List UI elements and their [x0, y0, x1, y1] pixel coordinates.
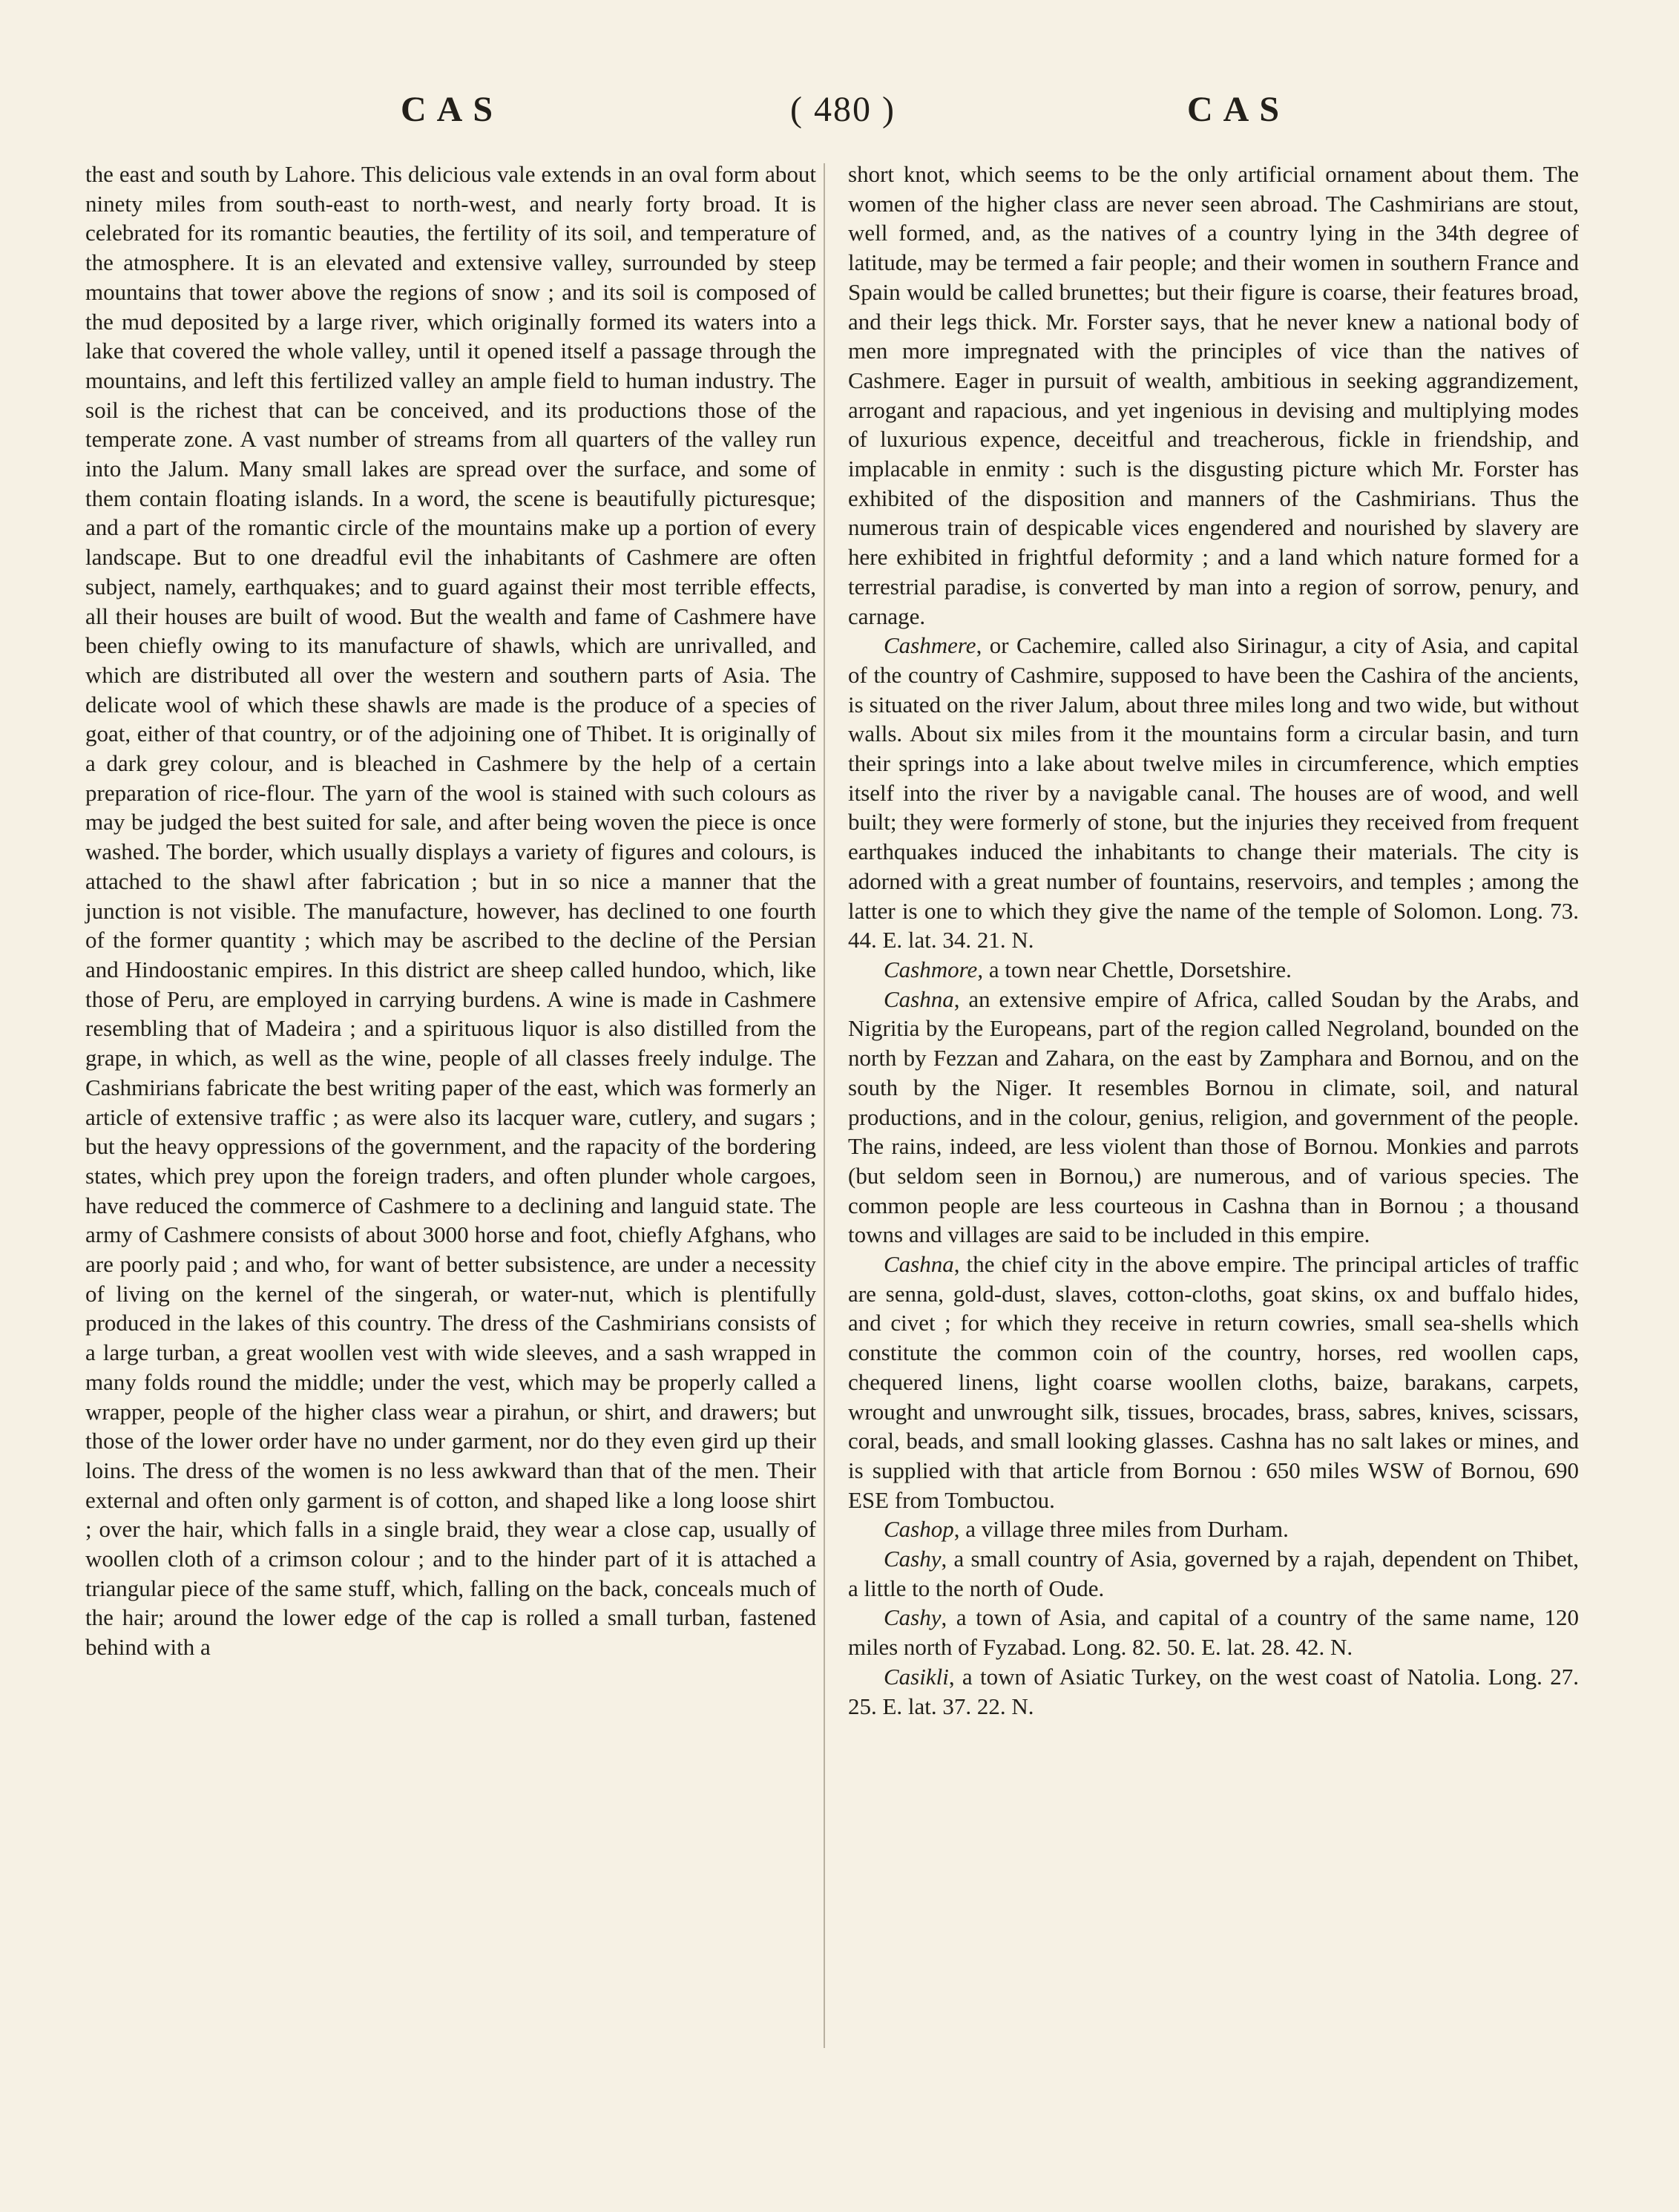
right-column [848, 160, 1579, 1721]
dictionary-entry [848, 1662, 1579, 1721]
left-column-text: the east and south by Lahore. This delicious vale extends in an oval form about ninety miles from south-east to north-west, and nearly forty broad. It is celebrated for its romantic beauties, the fertility of its soil, and temperature of the atmosphere. It is an elevated and extensive valley, surrounded by steep mountains that tower above the regions of snow ; and its soil is composed of the mud deposited by a large river, which originally formed its waters into a lake that covered the whole valley, until it opened itself a passage through the mountains, and left this fertilized valley an ample field to human industry. The soil is the richest that can be conceived, and its productions those of the temperate zone. A vast number of streams from all quarters of the valley run into the Jalum. Many small lakes are spread over the surface, and some of them contain floating islands. In a word, the scene is beautifully picturesque; and a part of the romantic circle of the mountains make up a portion of every landscape. But to one dreadful evil the inhabitants of Cashmere are often subject, namely, earthquakes; and to guard against their most terrible effects, all their houses are built of wood. But the wealth and fame of Cashmere have been chiefly owing to its manufacture of shawls, which are unrivalled, and which are distributed all over the western and southern parts of Asia. The delicate wool of which these shawls are made is the produce of a species of goat, either of that country, or of the adjoining one of Thibet. It is originally of a dark grey colour, and is bleached in Cashmere by the help of a certain preparation of rice-flour. The yarn of the wool is stained with such colours as may be judged the best suited for sale, and after being woven the piece is once washed. The border, which usually displays a variety of figures and colours, is attached to the shawl after fabrication ; but in so nice a manner that the junction is not visible. The manufacture, however, has declined to one fourth of the former quantity ; which may be ascribed to the decline of the Persian and Hindoostanic empires. In this district are sheep called hundoo, which, like those of Peru, are employed in carrying burdens. A wine is made in Cashmere resembling that of Madeira ; and a spirituous liquor is also distilled from the grape, in which, as well as the wine, people of all classes freely indulge. The Cashmirians fabricate the best writing paper of the east, which was formerly an article of extensive traffic ; as were also its lacquer ware, cutlery, and sugars ; but the heavy oppressions of the government, and the rapacity of the bordering states, which prey upon the foreign traders, and often plunder whole cargoes, have reduced the commerce of Cashmere to a declining and languid state. The army of Cashmere consists of about 3000 horse and foot, chiefly Afghans, who are poorly paid ; and who, for want of better subsistence, are under a necessity of living on the kernel of the singerah, or water-nut, which is plentifully produced in the lakes of this country. The dress of the Cashmirians consists of a large turban, a great woollen vest with wide sleeves, and a sash wrapped in many folds round the middle; under the vest, which may be properly called a wrapper, people of the higher class wear a pirahun, or shirt, and drawers; but those of the lower order have no under garment, nor do they even gird up their loins. The dress of the women is no less awkward than that of the men. Their external and often only garment is of cotton, and shaped like a long loose shirt ; over the hair, which falls in a single braid, they wear a close cap, usually of woollen cloth of a crimson colour ; and to the hinder part of it is attached a triangular piece of the same stuff, which, falling on the back, conceals much of the hair; around the lower edge of the cap is rolled a small turban, fastened behind with a [85, 161, 816, 1661]
entry-text: , a village three miles from Durham. [953, 1516, 1289, 1543]
dictionary-entry [848, 1544, 1579, 1603]
entry-headword: Cashy [884, 1546, 942, 1572]
dictionary-entry [848, 1603, 1579, 1661]
running-head-left: CAS [401, 90, 504, 129]
entry-headword: Cashna [884, 1251, 954, 1278]
page-number: ( 480 ) [790, 90, 896, 129]
left-column [85, 160, 816, 1662]
column-divider [824, 163, 825, 2048]
entry-headword: Cashop [884, 1516, 954, 1543]
entry-text: , an extensive empire of Africa, called Soudan by the Arabs, and Nigritia by the Europeans, part of the region called Negroland, bounded on the north by Fezzan and Zahara, on the east by Zamphara and Bornou, and on the south by the Niger. It resembles Bornou in climate, soil, and natural productions, and in the colour, genius, religion, and government of the people. The rains, indeed, are less violent than those of Bornou. Monkies and parrots (but seldom seen in Bornou,) are numerous, and of various species. The common people are less courteous in Cashna than in Bornou ; a thousand towns and villages are said to be included in this empire. [848, 985, 1579, 1248]
dictionary-entry [848, 985, 1579, 1250]
page-header [0, 89, 1679, 141]
entry-headword: Casikli [884, 1663, 949, 1690]
continuation-text: short knot, which seems to be the only artificial ornament about them. The women of the higher class are never seen abroad. The Cashmirians are stout, well formed, and, as the natives of a country lying in the 34th degree of latitude, may be termed a fair people; and their women in southern France and Spain would be called brunettes; but their figure is coarse, their features broad, and their legs thick. Mr. Forster says, that he never knew a national body of men more impregnated with the principles of vice than the natives of Cashmere. Eager in pursuit of wealth, ambitious in seeking aggrandizement, arrogant and rapacious, and yet ingenious in devising and multiplying modes of luxurious expence, deceitful and treacherous, fickle in friendship, and implacable in enmity : such is the disgusting picture which Mr. Forster has exhibited of the disposition and manners of the Cashmirians. Thus the numerous train of despicable vices engendered and nourished by slavery are here exhibited in frightful deformity ; and a land which nature formed for a terrestrial paradise, is converted by man into a region of sorrow, penury, and carnage. [848, 161, 1579, 629]
entry-headword: Cashmere [884, 632, 976, 659]
entry-text: , a town of Asiatic Turkey, on the west coast of Natolia. Long. 27. 25. E. lat. 37. 22. N. [848, 1663, 1579, 1719]
dictionary-entry [848, 631, 1579, 955]
entry-text: , or Cachemire, called also Sirinagur, a city of Asia, and capital of the country of Cashmire, supposed to have been the Cashira of the ancients, is situated on the river Jalum, about three miles long and two wide, but without walls. About six miles from it the mountains form a circular basin, and turn their springs into a lake about twelve miles in circumference, which empties itself into the river by a navigable canal. The houses are of wood, and well built; they were formerly of stone, but the injuries they received from frequent earthquakes induced the inhabitants to change their materials. The city is adorned with a great number of fountains, reservoirs, and temples ; among the latter is one to which they give the name of the temple of Solomon. Long. 73. 44. E. lat. 34. 21. N. [848, 632, 1579, 954]
entry-text: , the chief city in the above empire. The principal articles of traffic are senna, gold-dust, slaves, cotton-cloths, goat skins, ox and buffalo hides, and civet ; for which they receive in return cowries, small sea-shells which constitute the common coin of the country, horses, red woollen caps, chequered linens, light coarse woollen cloths, baize, barakans, carpets, wrought and unwrought silk, tissues, brocades, brass, sabres, knives, scissars, coral, beads, and small looking glasses. Cashna has no salt lakes or mines, and is supplied with that article from Bornou : 650 miles WSW of Bornou, 690 ESE from Tombuctou. [848, 1251, 1579, 1513]
dictionary-entry [848, 1514, 1579, 1544]
entry-text: , a small country of Asia, governed by a rajah, dependent on Thibet, a little to the north of Oude. [848, 1546, 1579, 1601]
entry-text: , a town of Asia, and capital of a country of the same name, 120 miles north of Fyzabad. Long. 82. 50. E. lat. 28. 42. N. [848, 1604, 1579, 1661]
running-head-right: CAS [1187, 90, 1290, 129]
entry-text: , a town near Chettle, Dorsetshire. [977, 956, 1292, 982]
entry-headword: Cashna [884, 985, 954, 1012]
dictionary-entry [848, 955, 1579, 985]
entry-headword: Cashy [884, 1604, 942, 1631]
entry-headword: Cashmore [884, 956, 978, 982]
dictionary-entry [848, 1250, 1579, 1514]
